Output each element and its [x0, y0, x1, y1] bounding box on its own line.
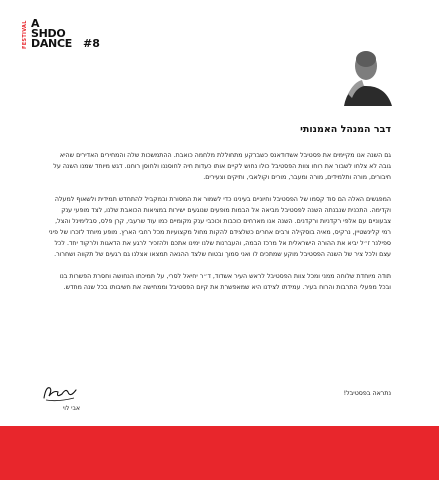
paragraph: המפגשים האלה הם סוד קסמו של הפסטיבל וחיוניים בעינינו כדי לשמור את המסורת ובמקביל להתחדש תמידית ולשאוף למעלה וקדימה. התכנית שנבנתה השנה לפסטיבל מביאה אל הבמות מופעים שנוגעים ישירות במציאות הכואבת שלנו, לצד מופעי ענק צבעוניים עם אלפי רקדניות ורקדנים. השנה אנו מארחים כוכבות וכוכבי ענק מקומיים כמו עוד שרעבי, קרן פלס, סבלימינל והצל, רמי קלינשטיין, נרקיס, מאיה בוסקילה ורבים אחרים כשלצידם להקות מחול מקצועיות מכל רחבי הארץ. מופע מיוחד לזכרו של פיני ספילנר ז״ל יביא את ההורה הישראלית אל מרכז הבמה, והעברנות שלנו ימינו אתכם ולהזכיר לרגע את הדאגות ולרקוד יחד. לכל עצם ולכל ציר של השנה הפסטיבל מוקע שמתכים לו ואני סמוך ובטוח שלצד ההנאה תמצאו אצלנו גם רגעים של תקווה ושחרור.: [48, 196, 391, 258]
festival-logo: [22, 18, 122, 54]
director-portrait-photo: [334, 46, 400, 106]
closing-line: נתראה בפסטיבל!: [343, 390, 391, 397]
logo-line-1: A: [31, 17, 40, 30]
logo-line-3: DANCE: [31, 37, 72, 50]
signer-name: אבי לוי: [62, 405, 80, 412]
footer-red-band: [0, 426, 439, 480]
portrait-image: [334, 46, 400, 106]
logo-festival-label: FESTIVAL: [22, 20, 28, 50]
logo-line-2: SHDO: [31, 27, 66, 40]
page-title: דבר המנהל האמנותי: [300, 124, 391, 135]
signature-image: [40, 380, 80, 404]
paragraph: גם השנה אנו מקיימים את פסטיבל אשדודאנס כשברקע מתחוללת מלחמה כואבת. ההתמשכות שלה והמחירים האדירים שהיא גובה לא צלחו לשבור את רוחו צוות הפסטיבל כולו נחוש לקיים אותו כעדות חיה לחוסננו ולחוסן רוחנו. דגש מיוחד שמנו השנה על חיבורים, מורה ותלמידים, מורה ומעבר, מורים וקולאבי, ותיקים וצעירים.: [53, 152, 391, 181]
letter-body: [48, 150, 391, 304]
logo-edition-number: #8: [83, 37, 100, 50]
handwritten-signature: [40, 380, 80, 404]
paragraph: תודה מיוחדת שלוחה ממני ומכל צוות הפסטיבל לראש העיר אשדוד, ד״ר יחיאל לסרי, על תמיכתו הנחושה וחסרת הפשרות בנו ובכל מפעלי התרבות והרוח בעיר. עמידתו לצידנו היא שמאפשרת את קיום הפסטיבל וממחישה את חשיבותו בכל שנה מחדש.: [59, 273, 391, 291]
